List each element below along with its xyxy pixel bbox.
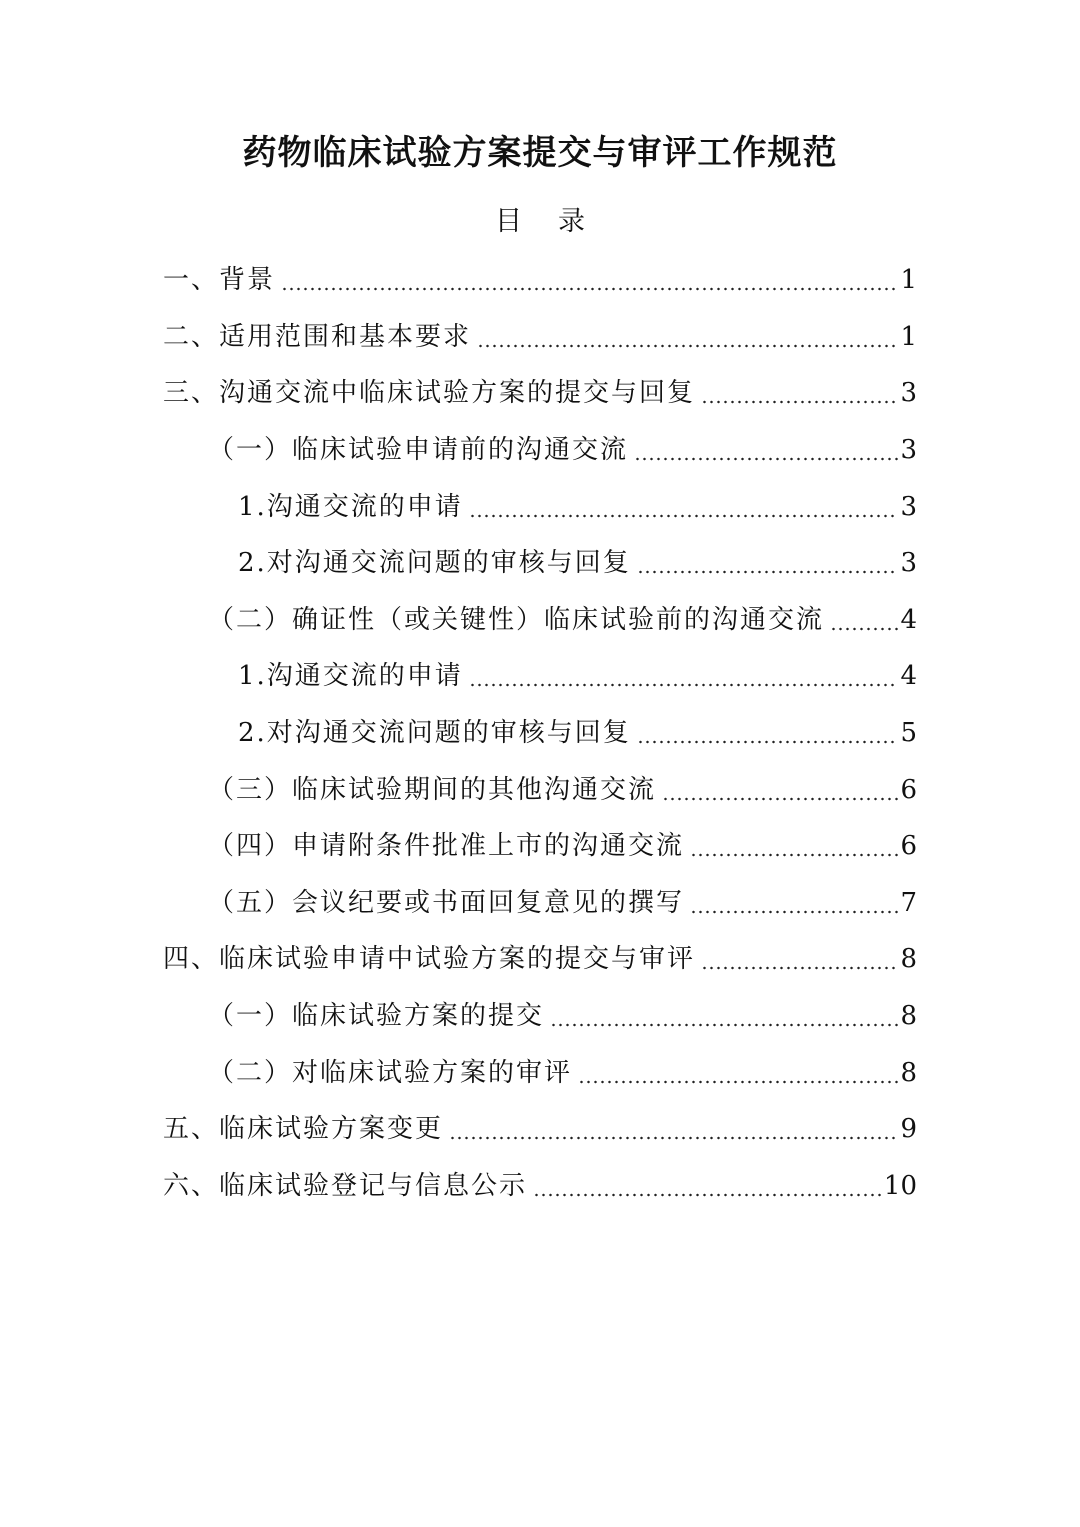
toc-entry[interactable] (163, 592, 917, 649)
toc-page-number: 8 (900, 944, 917, 975)
toc-dot-leader (469, 514, 899, 518)
toc-dot-leader (690, 853, 898, 857)
toc-entry[interactable] (163, 648, 917, 705)
toc-page-number: 3 (900, 491, 917, 522)
toc-dot-leader (690, 910, 898, 914)
toc-entry[interactable] (163, 705, 917, 762)
toc-dot-leader (477, 344, 898, 348)
toc-dot-leader (469, 683, 899, 687)
toc-page-number: 6 (900, 774, 917, 805)
toc-entry-title: （二）对临床试验方案的审评 (208, 1057, 573, 1088)
toc-entry-title: （一）临床试验申请前的沟通交流 (208, 435, 629, 466)
toc-dot-leader (281, 287, 898, 291)
toc-dot-leader (701, 400, 898, 404)
toc-page-number: 3 (900, 378, 917, 409)
toc-entry[interactable] (163, 309, 917, 366)
toc-dot-leader (662, 797, 898, 801)
toc-entry[interactable] (163, 1158, 917, 1215)
toc-entry-title: 五、临床试验方案变更 (163, 1114, 444, 1145)
toc-page-number: 4 (900, 604, 917, 635)
toc-page-number: 3 (900, 548, 917, 579)
toc-entry-title: 一、背景 (163, 265, 276, 296)
toc-entry-title: 二、适用范围和基本要求 (163, 321, 472, 352)
toc-entry-title: （三）临床试验期间的其他沟通交流 (208, 774, 657, 805)
toc-entry[interactable] (163, 761, 917, 818)
toc-entry-title: 六、临床试验登记与信息公示 (163, 1170, 528, 1201)
toc-dot-leader (550, 1023, 898, 1027)
document-title: 药物临床试验方案提交与审评工作规范 (242, 133, 838, 173)
toc-entry-title: 2.对沟通交流问题的审核与回复 (238, 548, 631, 579)
toc-entry-title: 1.沟通交流的申请 (238, 661, 463, 692)
toc-dot-leader (637, 740, 899, 744)
toc-dot-leader (533, 1193, 882, 1197)
toc-dot-leader (701, 966, 898, 970)
toc-entry-title: 四、临床试验申请中试验方案的提交与审评 (163, 944, 696, 975)
toc-page-number: 1 (900, 265, 917, 296)
toc-heading (0, 200, 1080, 244)
toc-entry[interactable] (163, 1101, 917, 1158)
toc-page-number: 10 (883, 1170, 917, 1201)
toc-entry-title: 三、沟通交流中临床试验方案的提交与回复 (163, 378, 696, 409)
toc-page-number: 1 (900, 321, 917, 352)
toc-entry[interactable] (163, 252, 917, 309)
toc-dot-leader (449, 1136, 898, 1140)
toc-entry-title: 1.沟通交流的申请 (238, 491, 463, 522)
toc-page-number: 7 (900, 887, 917, 918)
toc-entry-title: 2.对沟通交流问题的审核与回复 (238, 718, 631, 749)
toc-entry-title: （一）临床试验方案的提交 (208, 1001, 545, 1032)
toc-heading-left: 目 (495, 206, 522, 237)
toc-dot-leader (634, 457, 898, 461)
toc-page-number: 8 (900, 1057, 917, 1088)
table-of-contents (163, 252, 917, 1214)
toc-dot-leader (637, 570, 899, 574)
toc-entry[interactable] (163, 365, 917, 422)
toc-page-number: 5 (900, 718, 917, 749)
toc-page-number: 4 (900, 661, 917, 692)
toc-entry-title: （五）会议纪要或书面回复意见的撰写 (208, 887, 685, 918)
toc-dot-leader (578, 1080, 898, 1084)
toc-entry-title: （四）申请附条件批准上市的沟通交流 (208, 831, 685, 862)
toc-entry[interactable] (163, 1044, 917, 1101)
toc-entry[interactable] (163, 478, 917, 535)
toc-page-number: 3 (900, 435, 917, 466)
toc-dot-leader (830, 627, 898, 631)
toc-entry[interactable] (163, 422, 917, 479)
toc-entry[interactable] (163, 818, 917, 875)
toc-entry[interactable] (163, 535, 917, 592)
toc-entry[interactable] (163, 931, 917, 988)
toc-entry-title: （二）确证性（或关键性）临床试验前的沟通交流 (208, 604, 825, 635)
toc-entry[interactable] (163, 875, 917, 932)
toc-page-number: 9 (900, 1114, 917, 1145)
toc-entry[interactable] (163, 988, 917, 1045)
toc-heading-right: 录 (558, 206, 585, 237)
toc-page-number: 8 (900, 1001, 917, 1032)
toc-page-number: 6 (900, 831, 917, 862)
